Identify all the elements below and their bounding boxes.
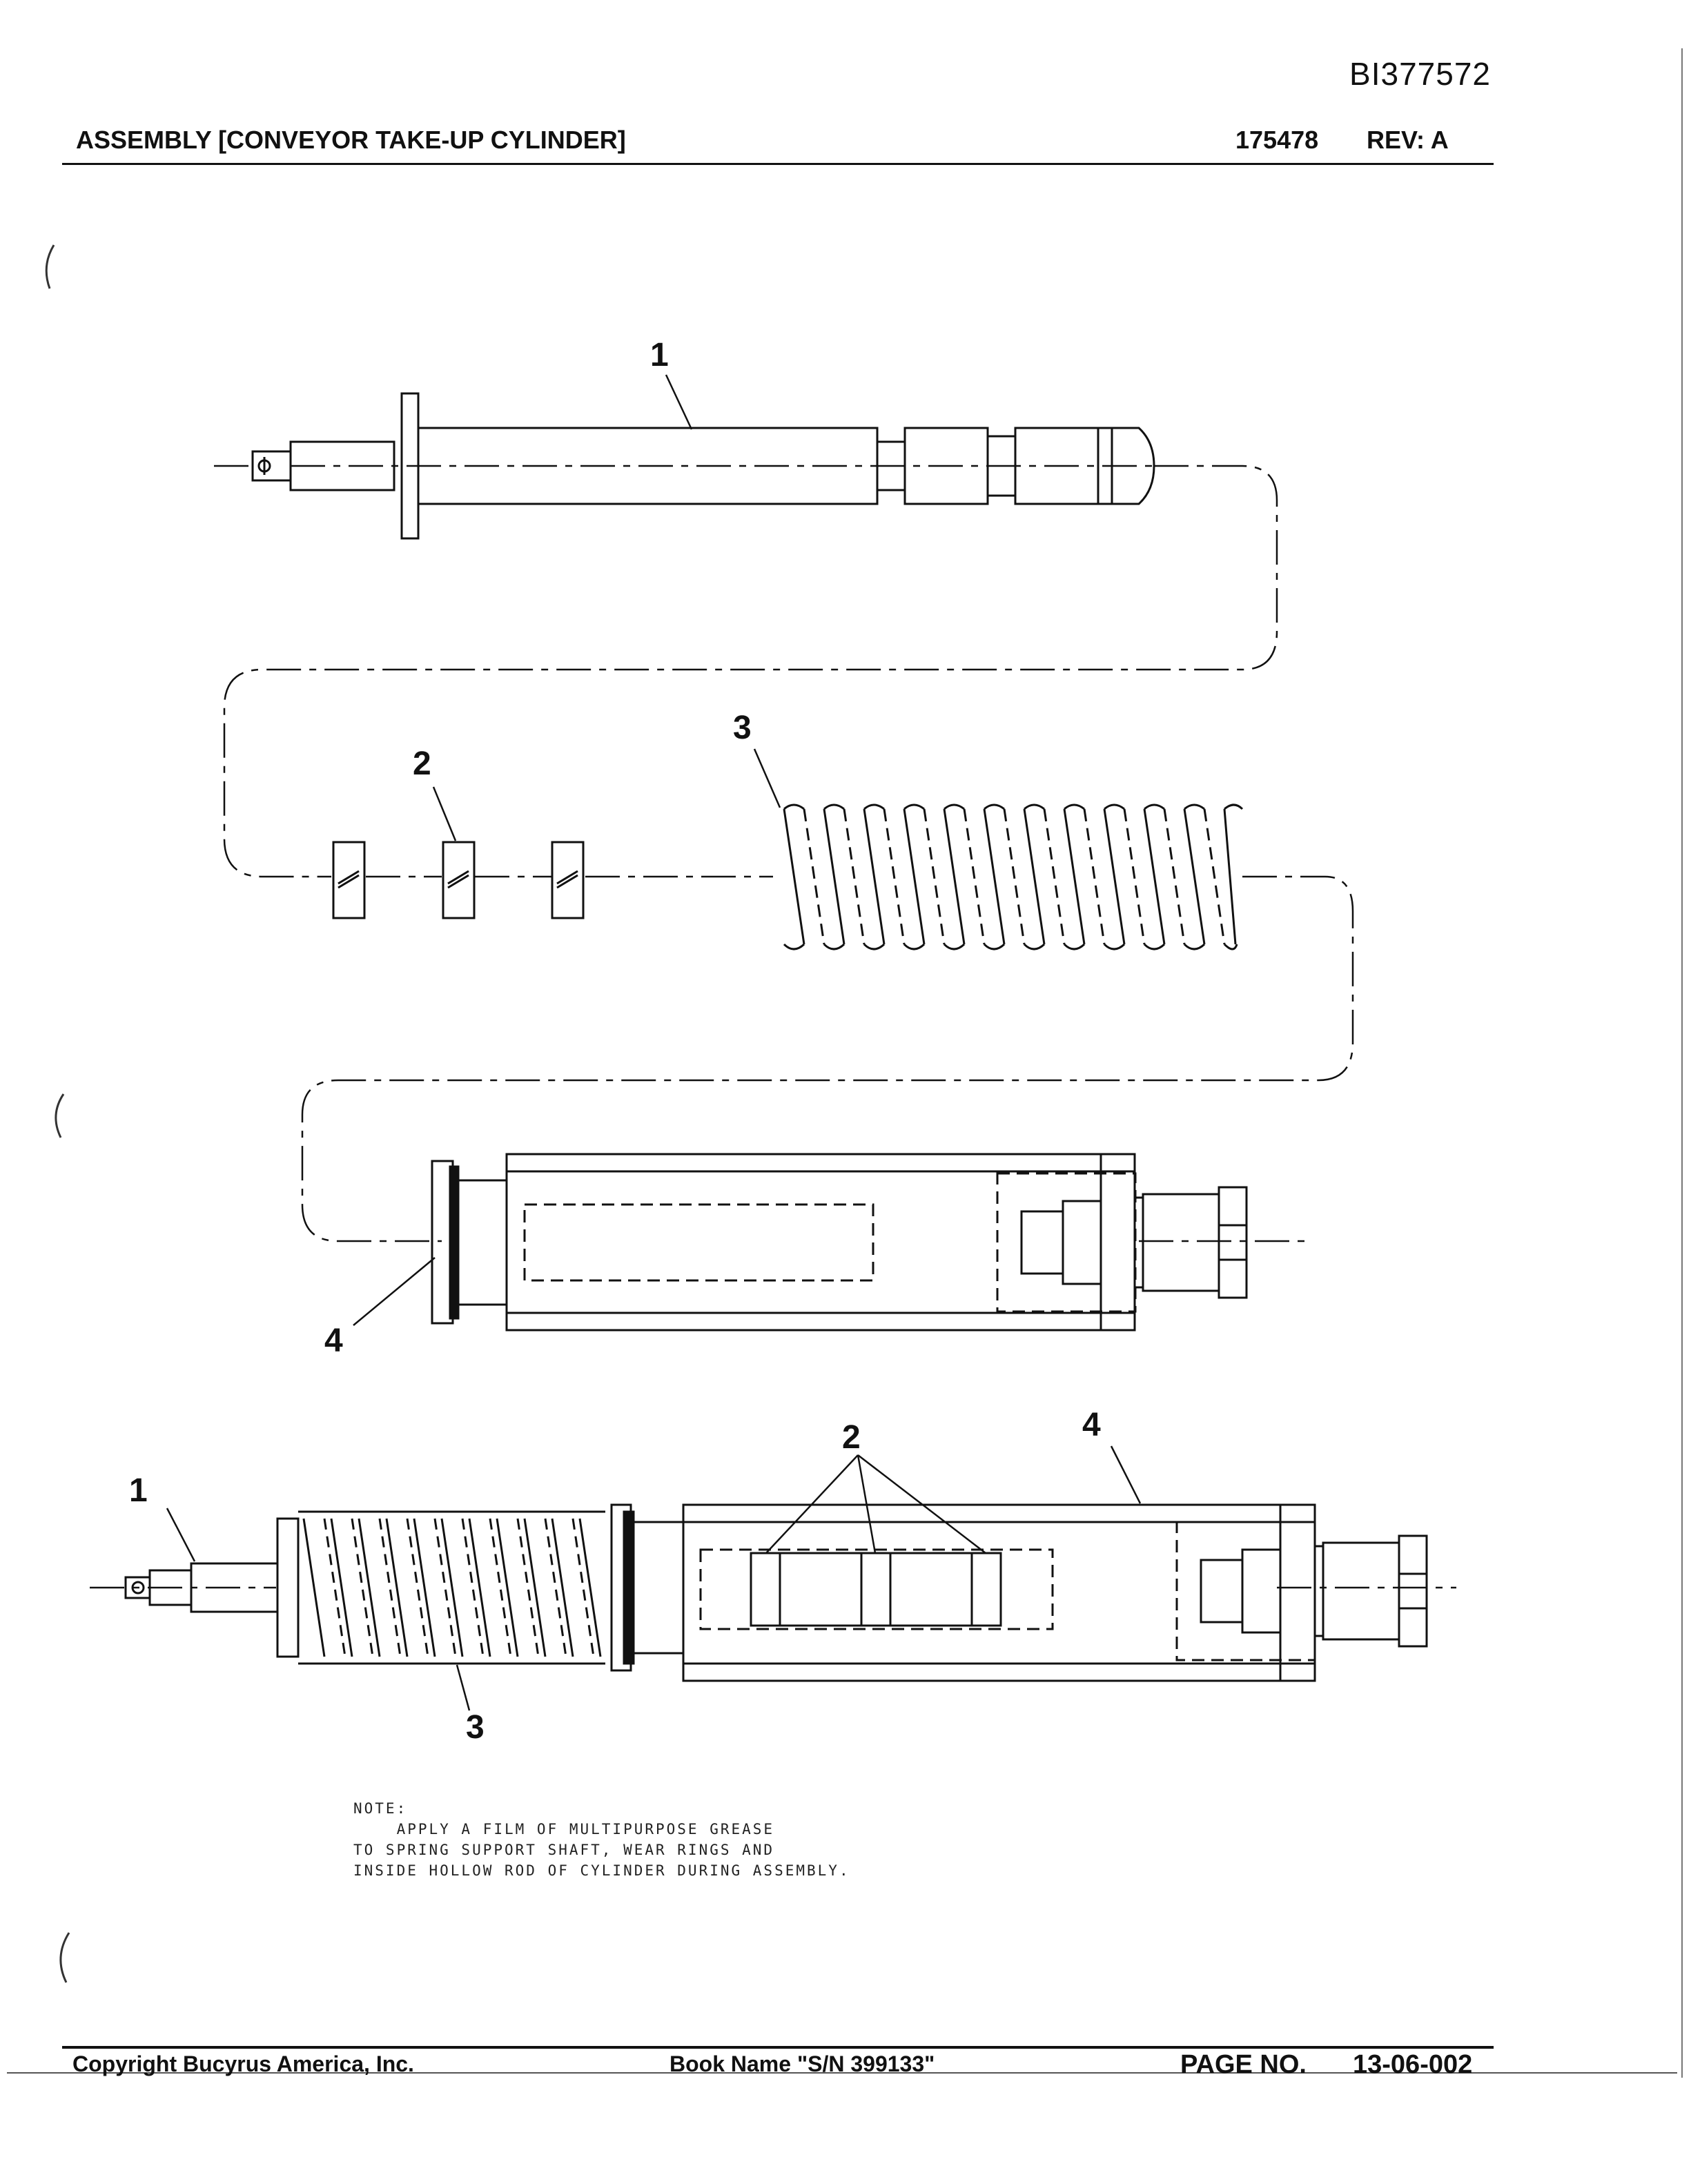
assembly-note xyxy=(353,1798,850,1881)
callout-1-top: 1 xyxy=(650,337,669,373)
spring-item-3 xyxy=(774,804,1244,953)
wear-rings-item-2 xyxy=(333,842,583,918)
callout-4-top: 4 xyxy=(324,1323,343,1359)
binder-mark-1 xyxy=(46,245,54,289)
footer-copyright: Copyright Bucyrus America, Inc. xyxy=(72,2051,414,2076)
footer-rule xyxy=(62,2046,1494,2049)
callout-4-bottom: 4 xyxy=(1082,1407,1101,1443)
note-heading: NOTE: xyxy=(353,1800,408,1817)
binder-mark-3 xyxy=(61,1933,69,1982)
assembled-view xyxy=(126,1505,1427,1681)
callout-3-top: 3 xyxy=(733,710,752,746)
cylinder-item-4 xyxy=(432,1154,1247,1330)
callout-3-bottom: 3 xyxy=(466,1709,485,1746)
assembly-path xyxy=(90,466,1456,1588)
page-title: ASSEMBLY [CONVEYOR TAKE-UP CYLINDER] xyxy=(76,126,626,154)
part-number: 175478 xyxy=(1235,126,1319,154)
revision: REV: A xyxy=(1367,126,1449,154)
note-line-2: TO SPRING SUPPORT SHAFT, WEAR RINGS AND xyxy=(353,1842,775,1858)
note-line-3: INSIDE HOLLOW ROD OF CYLINDER DURING ASSEMBLY. xyxy=(353,1862,850,1879)
callout-2-bottom: 2 xyxy=(842,1419,861,1456)
note-line-1: APPLY A FILM OF MULTIPURPOSE GREASE xyxy=(353,1821,775,1837)
exploded-view xyxy=(90,375,1456,1710)
footer-page-label: PAGE NO. xyxy=(1180,2050,1307,2079)
footer-page-number: 13-06-002 xyxy=(1353,2050,1473,2079)
document-id: BI377572 xyxy=(1349,56,1491,92)
binder-mark-2 xyxy=(56,1094,63,1138)
leader-lines xyxy=(167,375,1140,1710)
callout-2-top: 2 xyxy=(413,745,431,782)
footer-book-name: Book Name "S/N 399133" xyxy=(669,2051,935,2076)
callout-1-bottom: 1 xyxy=(129,1472,148,1509)
